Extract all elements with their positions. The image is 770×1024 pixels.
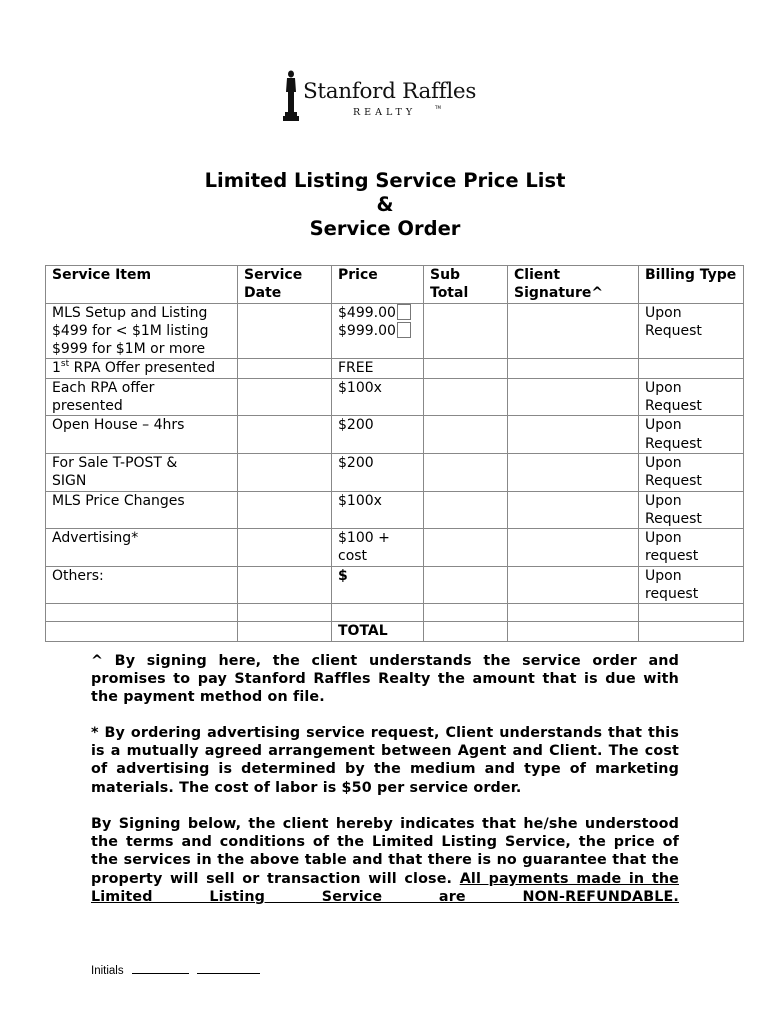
- title-ampersand: &: [376, 193, 394, 216]
- service-date-cell[interactable]: [238, 359, 332, 378]
- table-row: [46, 378, 744, 416]
- table-row: [46, 303, 744, 359]
- service-item-cell: [46, 378, 238, 416]
- service-date-cell[interactable]: [238, 416, 332, 454]
- billing-type-cell: [639, 359, 744, 378]
- service-item-label: $499 for < $1M listing: [52, 322, 209, 339]
- superscript: st: [60, 359, 70, 370]
- table-row: [46, 566, 744, 604]
- service-date-cell[interactable]: [238, 378, 332, 416]
- table-row: [46, 529, 744, 567]
- price-cell: [332, 303, 424, 359]
- signature-note: ^ By signing here, the client understands the service order and promises to pay Stanford Raffles Realty the amount that is due with the payment method on file.: [91, 653, 679, 706]
- price-cell: [332, 529, 424, 567]
- service-item-cell: MLS Price Changes: [46, 491, 238, 529]
- company-logo: [280, 68, 482, 124]
- service-item-cell: Others:: [46, 566, 238, 604]
- service-item-cell: Advertising*: [46, 529, 238, 567]
- service-date-cell[interactable]: [238, 529, 332, 567]
- logo-trademark: TM: [435, 105, 441, 110]
- total-cell[interactable]: [424, 622, 508, 641]
- price-cell: $200: [332, 453, 424, 491]
- service-item-label: MLS Setup and Listing: [52, 304, 208, 321]
- terms-paragraph: [91, 815, 679, 906]
- empty-row: [46, 604, 744, 622]
- service-item-cell: [46, 303, 238, 359]
- header-client-signature: Client Signature^: [508, 266, 639, 304]
- billing-type-cell: Upon Request: [639, 416, 744, 454]
- header-service-item: Service Item: [46, 266, 238, 304]
- service-item-cell: Open House – 4hrs: [46, 416, 238, 454]
- table-header-row: [46, 266, 744, 304]
- terms-text: By Signing below, the client hereby indicates that he/she understood the terms and conditions of the Limited Listing Service, the price of the services in the above table and that there is no guarantee that the property will sell or transaction will close.: [91, 816, 679, 887]
- sub-total-cell[interactable]: [424, 453, 508, 491]
- page-title: Limited Listing Service Price List: [204, 169, 566, 192]
- price-value: $100 +: [338, 530, 390, 547]
- initials-area: [91, 963, 260, 977]
- sub-total-cell[interactable]: [424, 378, 508, 416]
- price-cell: $200: [332, 416, 424, 454]
- service-item-label: For Sale T-POST &: [52, 454, 178, 471]
- total-label: TOTAL: [332, 622, 424, 641]
- table-row: [46, 359, 744, 378]
- client-signature-cell[interactable]: [508, 491, 639, 529]
- billing-type-cell: Upon Request: [639, 453, 744, 491]
- checkbox[interactable]: [397, 304, 411, 320]
- price-cell: $: [332, 566, 424, 604]
- client-signature-cell[interactable]: [508, 378, 639, 416]
- initials-label: Initials: [91, 965, 124, 977]
- client-signature-cell[interactable]: [508, 303, 639, 359]
- billing-type-cell: Upon Request: [639, 378, 744, 416]
- client-signature-cell[interactable]: [508, 529, 639, 567]
- header-price: Price: [332, 266, 424, 304]
- service-item-cell: [46, 359, 238, 378]
- statue-icon: [280, 68, 302, 124]
- initials-field-1[interactable]: [132, 963, 189, 974]
- service-item-label: SIGN: [52, 473, 87, 490]
- price-table: [45, 265, 744, 642]
- initials-field-2[interactable]: [197, 963, 260, 974]
- service-date-cell[interactable]: [238, 453, 332, 491]
- table-row: [46, 416, 744, 454]
- sub-total-cell[interactable]: [424, 566, 508, 604]
- sub-total-cell[interactable]: [424, 529, 508, 567]
- service-item-label: 1: [52, 360, 61, 377]
- service-item-label: RPA Offer presented: [69, 360, 216, 377]
- page-subtitle: Service Order: [309, 217, 461, 240]
- advertising-note: * By ordering advertising service request, Client understands that this is a mutually agreed arrangement between Agent and Client. The cost of advertising is determined by the medium and type of marketing materials. The cost of labor is $50 per service order.: [91, 725, 679, 796]
- price-value: $999.00: [338, 322, 396, 339]
- service-date-cell[interactable]: [238, 566, 332, 604]
- price-cell: $100x: [332, 491, 424, 529]
- service-item-cell: [46, 453, 238, 491]
- price-value: cost: [338, 548, 368, 565]
- table-row: [46, 491, 744, 529]
- sub-total-cell[interactable]: [424, 359, 508, 378]
- sub-total-cell[interactable]: [424, 416, 508, 454]
- client-signature-cell[interactable]: [508, 566, 639, 604]
- service-item-label: presented: [52, 398, 123, 415]
- client-signature-cell[interactable]: [508, 416, 639, 454]
- logo-subtitle: REALTY: [353, 107, 417, 118]
- non-refundable-notice: All payments made in the Limited Listing Service are NON-REFUNDABLE.: [91, 870, 679, 905]
- sub-total-cell[interactable]: [424, 303, 508, 359]
- logo-name: Stanford Raffles: [303, 79, 477, 104]
- service-item-label: $999 for $1M or more: [52, 341, 206, 358]
- billing-type-cell: Upon Request: [639, 303, 744, 359]
- sub-total-cell[interactable]: [424, 491, 508, 529]
- table-row: [46, 453, 744, 491]
- total-row: [46, 622, 744, 641]
- header-service-date: Service Date: [238, 266, 332, 304]
- header-billing-type: Billing Type: [639, 266, 744, 304]
- billing-type-cell: Upon request: [639, 529, 744, 567]
- service-date-cell[interactable]: [238, 491, 332, 529]
- billing-type-cell: Upon request: [639, 566, 744, 604]
- price-cell: $100x: [332, 378, 424, 416]
- service-date-cell[interactable]: [238, 303, 332, 359]
- client-signature-cell[interactable]: [508, 359, 639, 378]
- billing-type-cell: Upon Request: [639, 491, 744, 529]
- header-sub-total: Sub Total: [424, 266, 508, 304]
- client-signature-cell[interactable]: [508, 453, 639, 491]
- checkbox[interactable]: [397, 322, 411, 338]
- price-cell: FREE: [332, 359, 424, 378]
- price-value: $499.00: [338, 304, 396, 321]
- service-item-label: Each RPA offer: [52, 379, 155, 396]
